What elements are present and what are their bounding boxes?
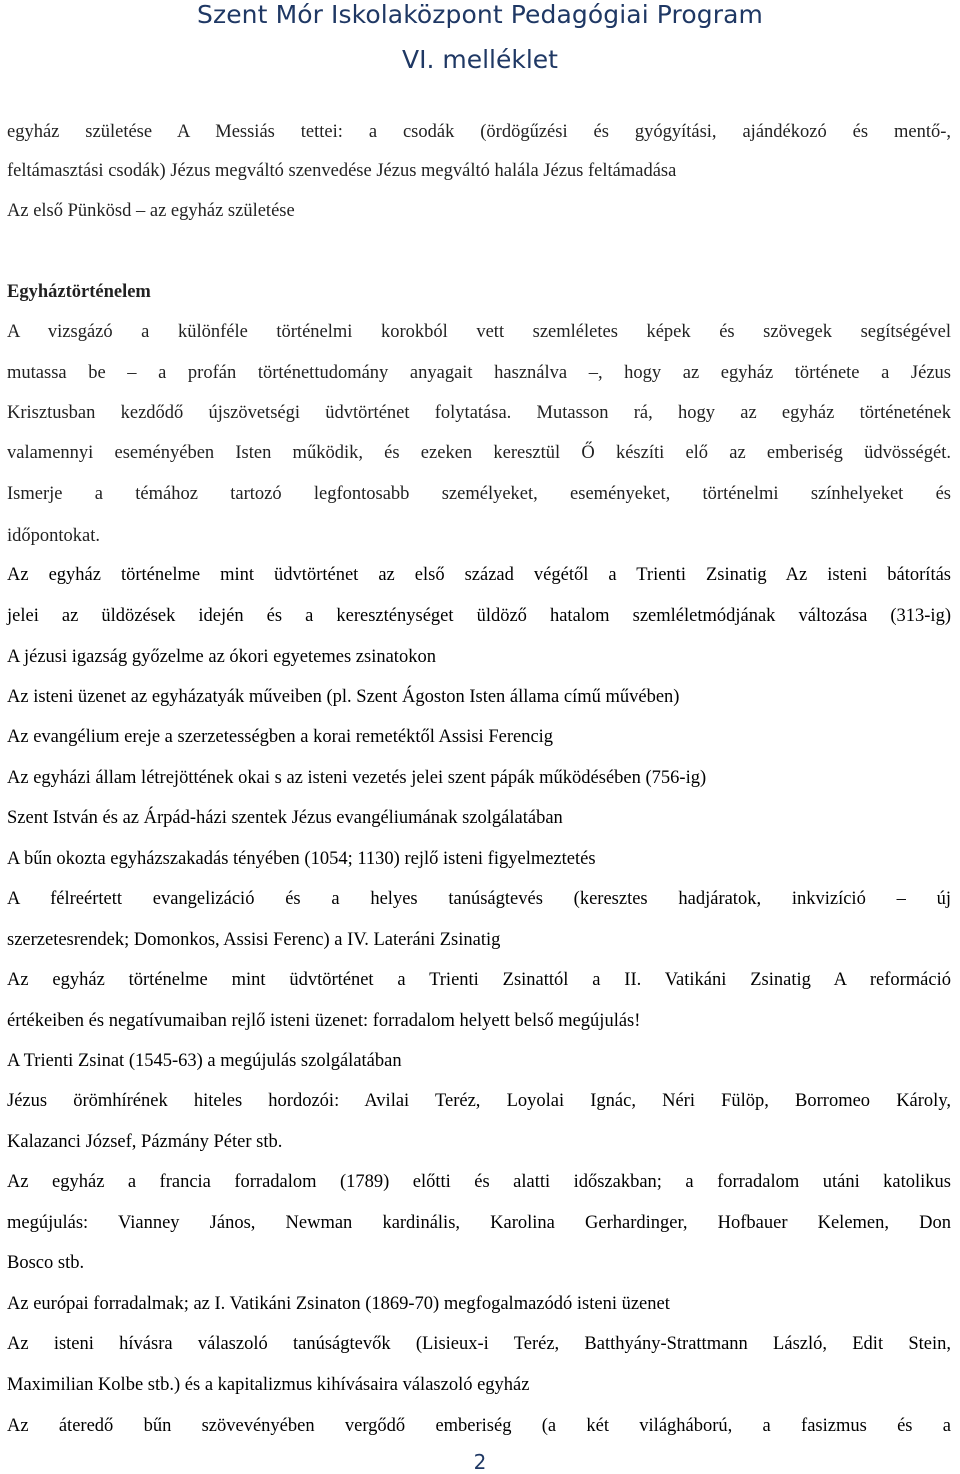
text-line: szerzetesrendek; Domonkos, Assisi Ferenc) a IV. Lateráni Zsinatig bbox=[7, 930, 501, 950]
section-heading: Egyháztörténelem bbox=[7, 282, 151, 302]
text-line: Az evangélium ereje a szerzetességben a korai remetéktől Assisi Ferencig bbox=[7, 727, 554, 747]
text-line: Jézus örömhírének hiteles hordozói: Avilai Teréz, Loyolai Ignác, Néri Fülöp, Borromeo Károly, bbox=[7, 1091, 951, 1111]
page-number: 2 bbox=[473, 1450, 487, 1474]
text-line: Az isteni üzenet az egyházatyák műveiben (pl. Szent Ágoston Isten állama című művében) bbox=[7, 687, 680, 707]
text-line: A félreértett evangelizáció és a helyes tanúságtevés (keresztes hadjáratok, inkvizíció – új bbox=[7, 889, 951, 909]
text-line: Kalazanci József, Pázmány Péter stb. bbox=[7, 1132, 283, 1152]
text-line: Az európai forradalmak; az I. Vatikáni Zsinaton (1869-70) megfogalmazódó isteni üzenet bbox=[7, 1294, 670, 1314]
text-line: A vizsgázó a különféle történelmi korokból vett szemléletes képek és szövegek segítségével bbox=[7, 322, 951, 342]
text-line: A jézusi igazság győzelme az ókori egyetemes zsinatokon bbox=[7, 647, 436, 667]
text-line: Krisztusban kezdődő újszövetségi üdvtörténet folytatása. Mutasson rá, hogy az egyház történetének bbox=[7, 403, 951, 423]
text-line: mutassa be – a profán történettudomány anyagait használva –, hogy az egyház története a Jézus bbox=[7, 363, 951, 383]
text-line: Az első Pünkösd – az egyház születése bbox=[7, 201, 295, 221]
text-line: Szent István és az Árpád-házi szentek Jézus evangéliumának szolgálatában bbox=[7, 808, 563, 828]
text-line: A Trienti Zsinat (1545-63) a megújulás szolgálatában bbox=[7, 1051, 402, 1071]
text-line: Az egyház történelme mint üdvtörténet a Trienti Zsinattól a II. Vatikáni Zsinatig A reformáció bbox=[7, 970, 951, 990]
text-line: értékeiben és negatívumaiban rejlő isteni üzenet: forradalom helyett belső megújulás! bbox=[7, 1011, 641, 1031]
text-line: Az isteni hívásra válaszoló tanúságtevők (Lisieux-i Teréz, Batthyány-Strattmann László, Edit Stein, bbox=[7, 1334, 951, 1354]
text-line: Ismerje a témához tartozó legfontosabb személyeket, eseményeket, történelmi színhelyeket és bbox=[7, 484, 951, 504]
text-line: feltámasztási csodák) Jézus megváltó szenvedése Jézus megváltó halála Jézus feltámadása bbox=[7, 161, 677, 181]
header-title: Szent Mór Iskolaközpont Pedagógiai Program bbox=[197, 0, 763, 29]
text-line: Az áteredő bűn szövevényében vergődő emberiség (a két világháború, a fasizmus és a bbox=[7, 1416, 951, 1436]
page-header bbox=[0, 0, 960, 75]
text-line: Bosco stb. bbox=[7, 1253, 85, 1273]
text-line: Az egyház a francia forradalom (1789) előtti és alatti időszakban; a forradalom utáni katolikus bbox=[7, 1172, 951, 1192]
text-line: Az egyházi állam létrejöttének okai s az isteni vezetés jelei szent pápák működésében (756-ig) bbox=[7, 768, 707, 788]
text-line: A bűn okozta egyházszakadás tényében (1054; 1130) rejlő isteni figyelmeztetés bbox=[7, 849, 596, 869]
text-line: megújulás: Vianney János, Newman kardinális, Karolina Gerhardinger, Hofbauer Kelemen, Don bbox=[7, 1213, 951, 1233]
text-line: Az egyház történelme mint üdvtörténet az első század végétől a Trienti Zsinatig Az isteni bátorítás bbox=[7, 565, 951, 585]
text-line: valamennyi eseményében Isten működik, és ezeken keresztül Ő készíti elő az emberiség üdvösségét. bbox=[7, 443, 951, 463]
text-line: Maximilian Kolbe stb.) és a kapitalizmus kihívásaira válaszoló egyház bbox=[7, 1375, 530, 1395]
header-subtitle: VI. melléklet bbox=[402, 45, 558, 74]
text-line: jelei az üldözések idején és a kereszténységet üldöző hatalom szemléletmódjának változása (313-ig) bbox=[7, 606, 951, 626]
text-line: egyház születése A Messiás tettei: a csodák (ördögűzési és gyógyítási, ajándékozó és mentő-, bbox=[7, 122, 951, 142]
text-line: időpontokat. bbox=[7, 526, 101, 546]
